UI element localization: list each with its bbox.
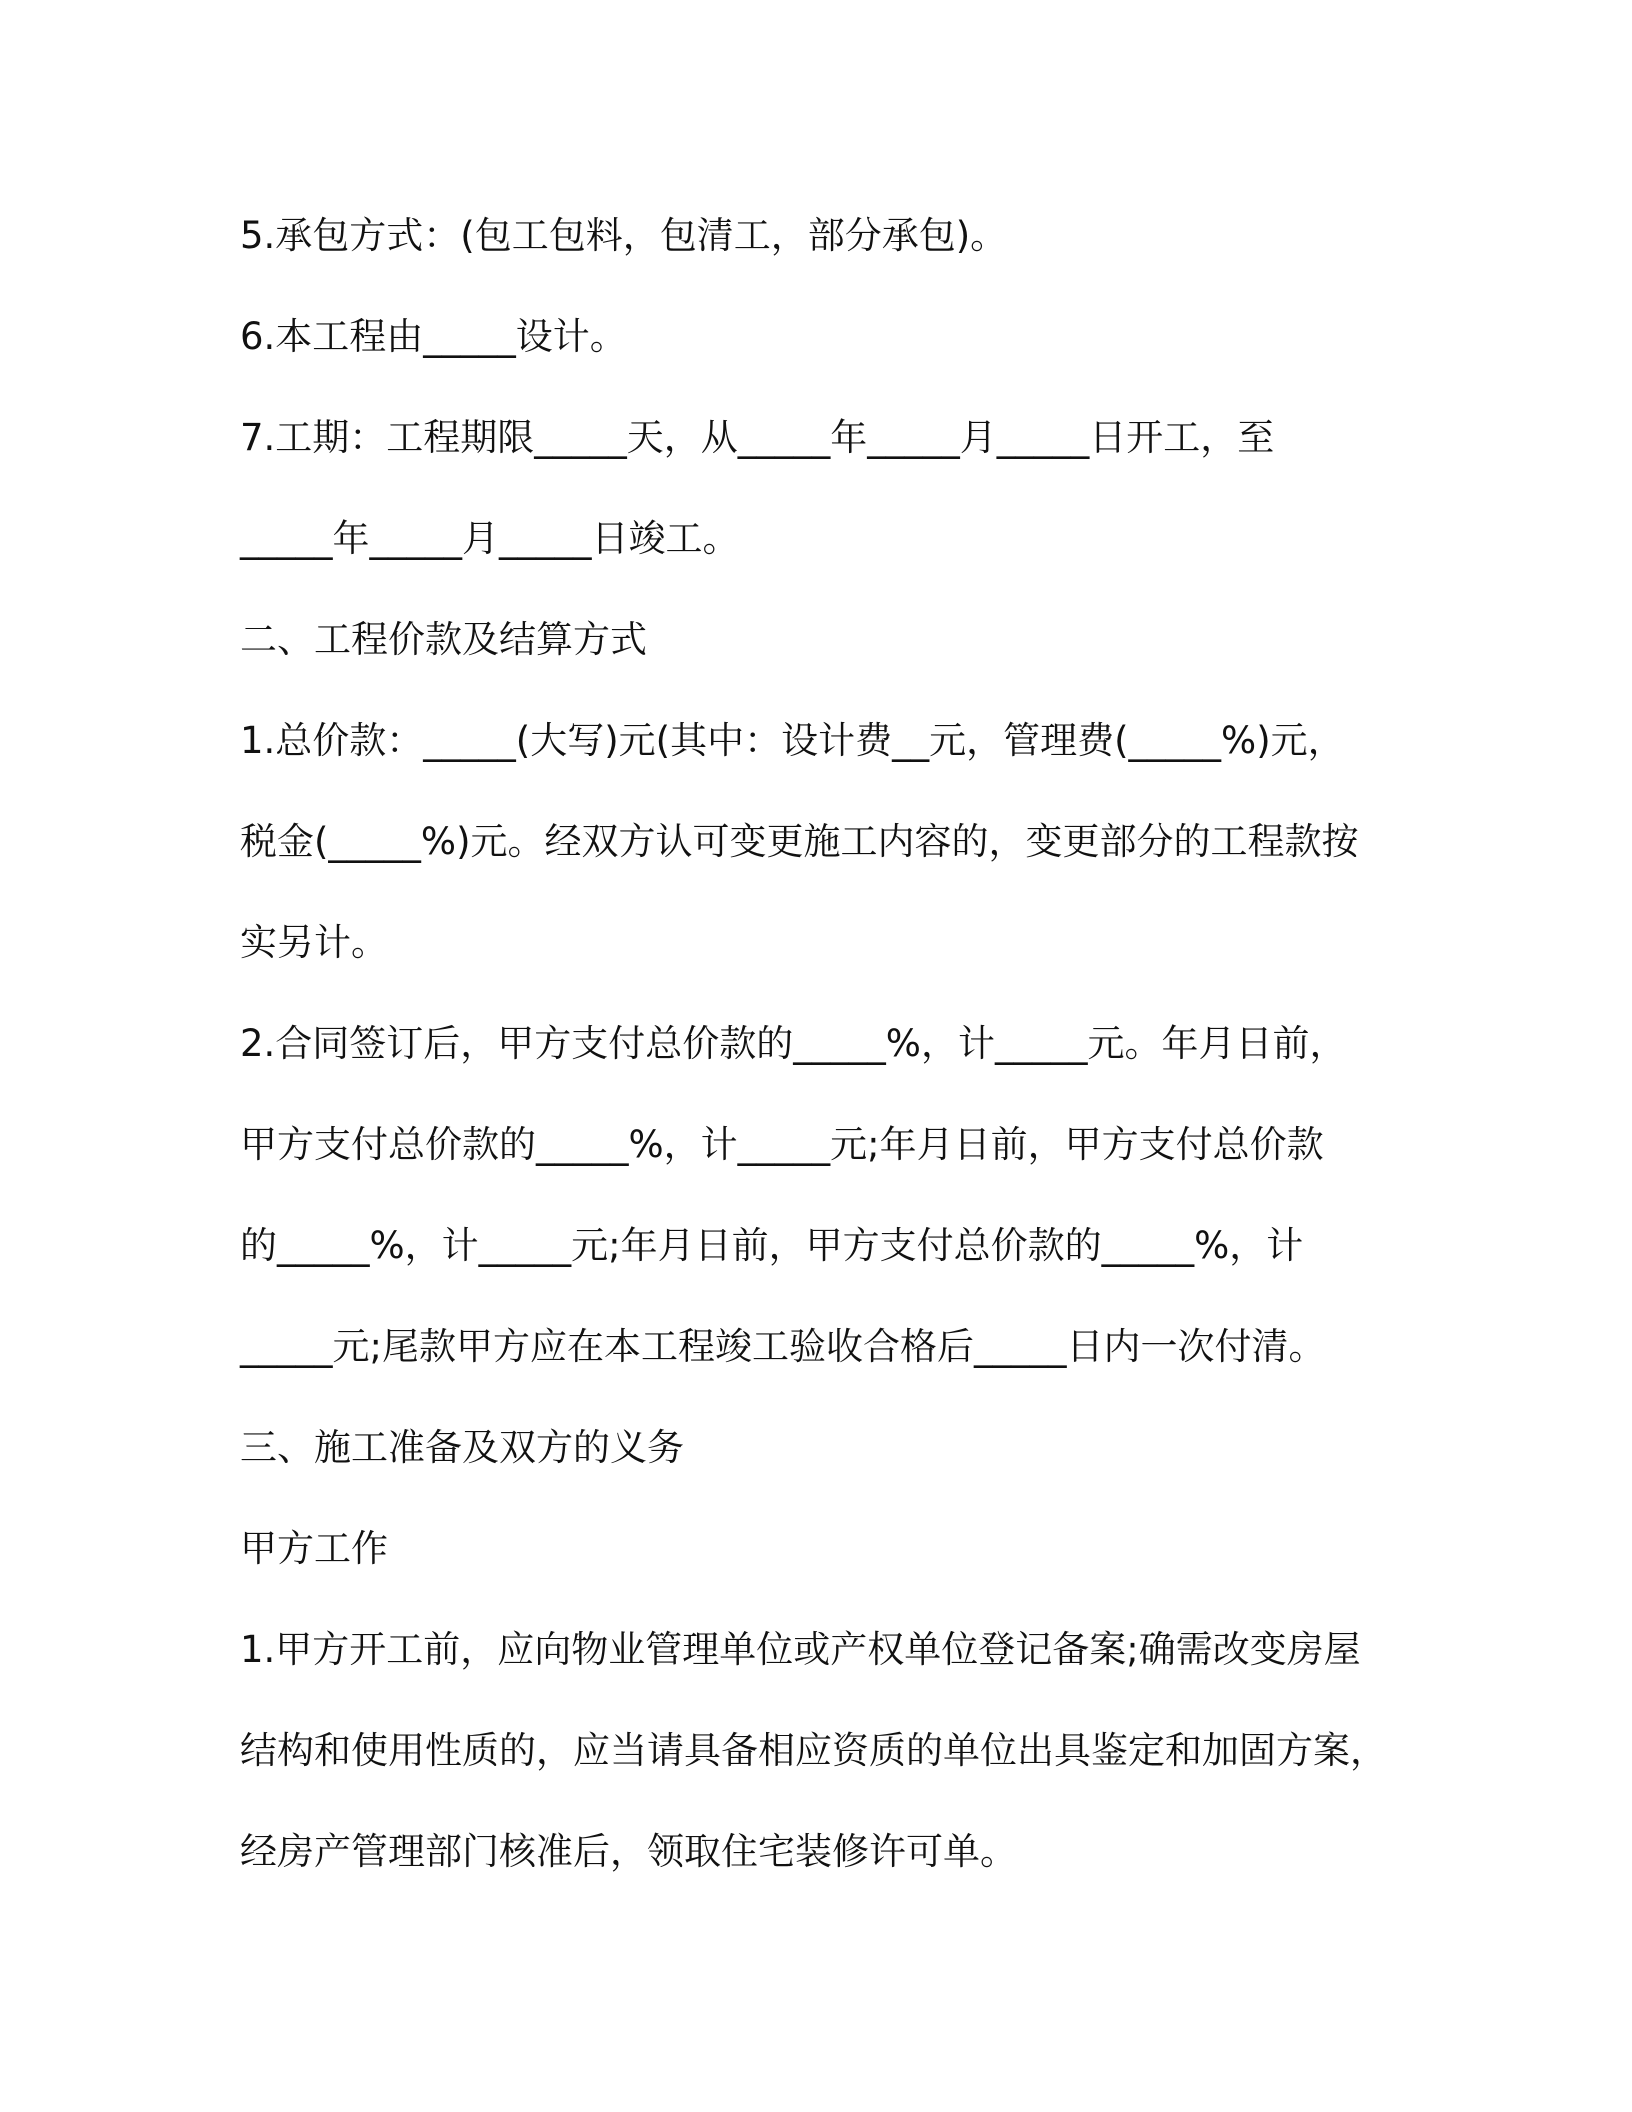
total-price-line-3: 实另计。 xyxy=(240,921,388,964)
schedule-line-2: _____年_____月_____日竣工。 xyxy=(240,517,740,560)
payment-line-2: 甲方支付总价款的_____%，计_____元;年月日前，甲方支付总价款 xyxy=(240,1123,1324,1166)
section-3-heading: 三、施工准备及双方的义务 xyxy=(240,1426,684,1469)
schedule-line-1: 7.工期：工程期限_____天，从_____年_____月_____日开工，至 xyxy=(240,416,1275,459)
section-2-heading: 二、工程价款及结算方式 xyxy=(240,618,647,661)
total-price-line-2: 税金(_____%)元。经双方认可变更施工内容的，变更部分的工程款按 xyxy=(240,820,1359,863)
party-a-duty-line-2: 结构和使用性质的，应当请具备相应资质的单位出具鉴定和加固方案， xyxy=(240,1729,1387,1772)
payment-line-4: _____元;尾款甲方应在本工程竣工验收合格后_____日内一次付清。 xyxy=(240,1325,1326,1368)
party-a-heading: 甲方工作 xyxy=(240,1527,388,1570)
party-a-duty-line-1: 1.甲方开工前，应向物业管理单位或产权单位登记备案;确需改变房屋 xyxy=(240,1628,1361,1671)
contract-mode-line: 5.承包方式：(包工包料，包清工，部分承包)。 xyxy=(240,214,1008,257)
payment-line-1: 2.合同签订后，甲方支付总价款的_____%，计_____元。年月日前， xyxy=(240,1022,1347,1065)
party-a-duty-line-3: 经房产管理部门核准后，领取住宅装修许可单。 xyxy=(240,1830,1017,1873)
design-line: 6.本工程由_____设计。 xyxy=(240,315,627,358)
total-price-line-1: 1.总价款：_____(大写)元(其中：设计费__元，管理费(_____%)元， xyxy=(240,719,1345,762)
contract-text xyxy=(240,185,1420,1902)
payment-line-3: 的_____%，计_____元;年月日前，甲方支付总价款的_____%，计 xyxy=(240,1224,1304,1267)
